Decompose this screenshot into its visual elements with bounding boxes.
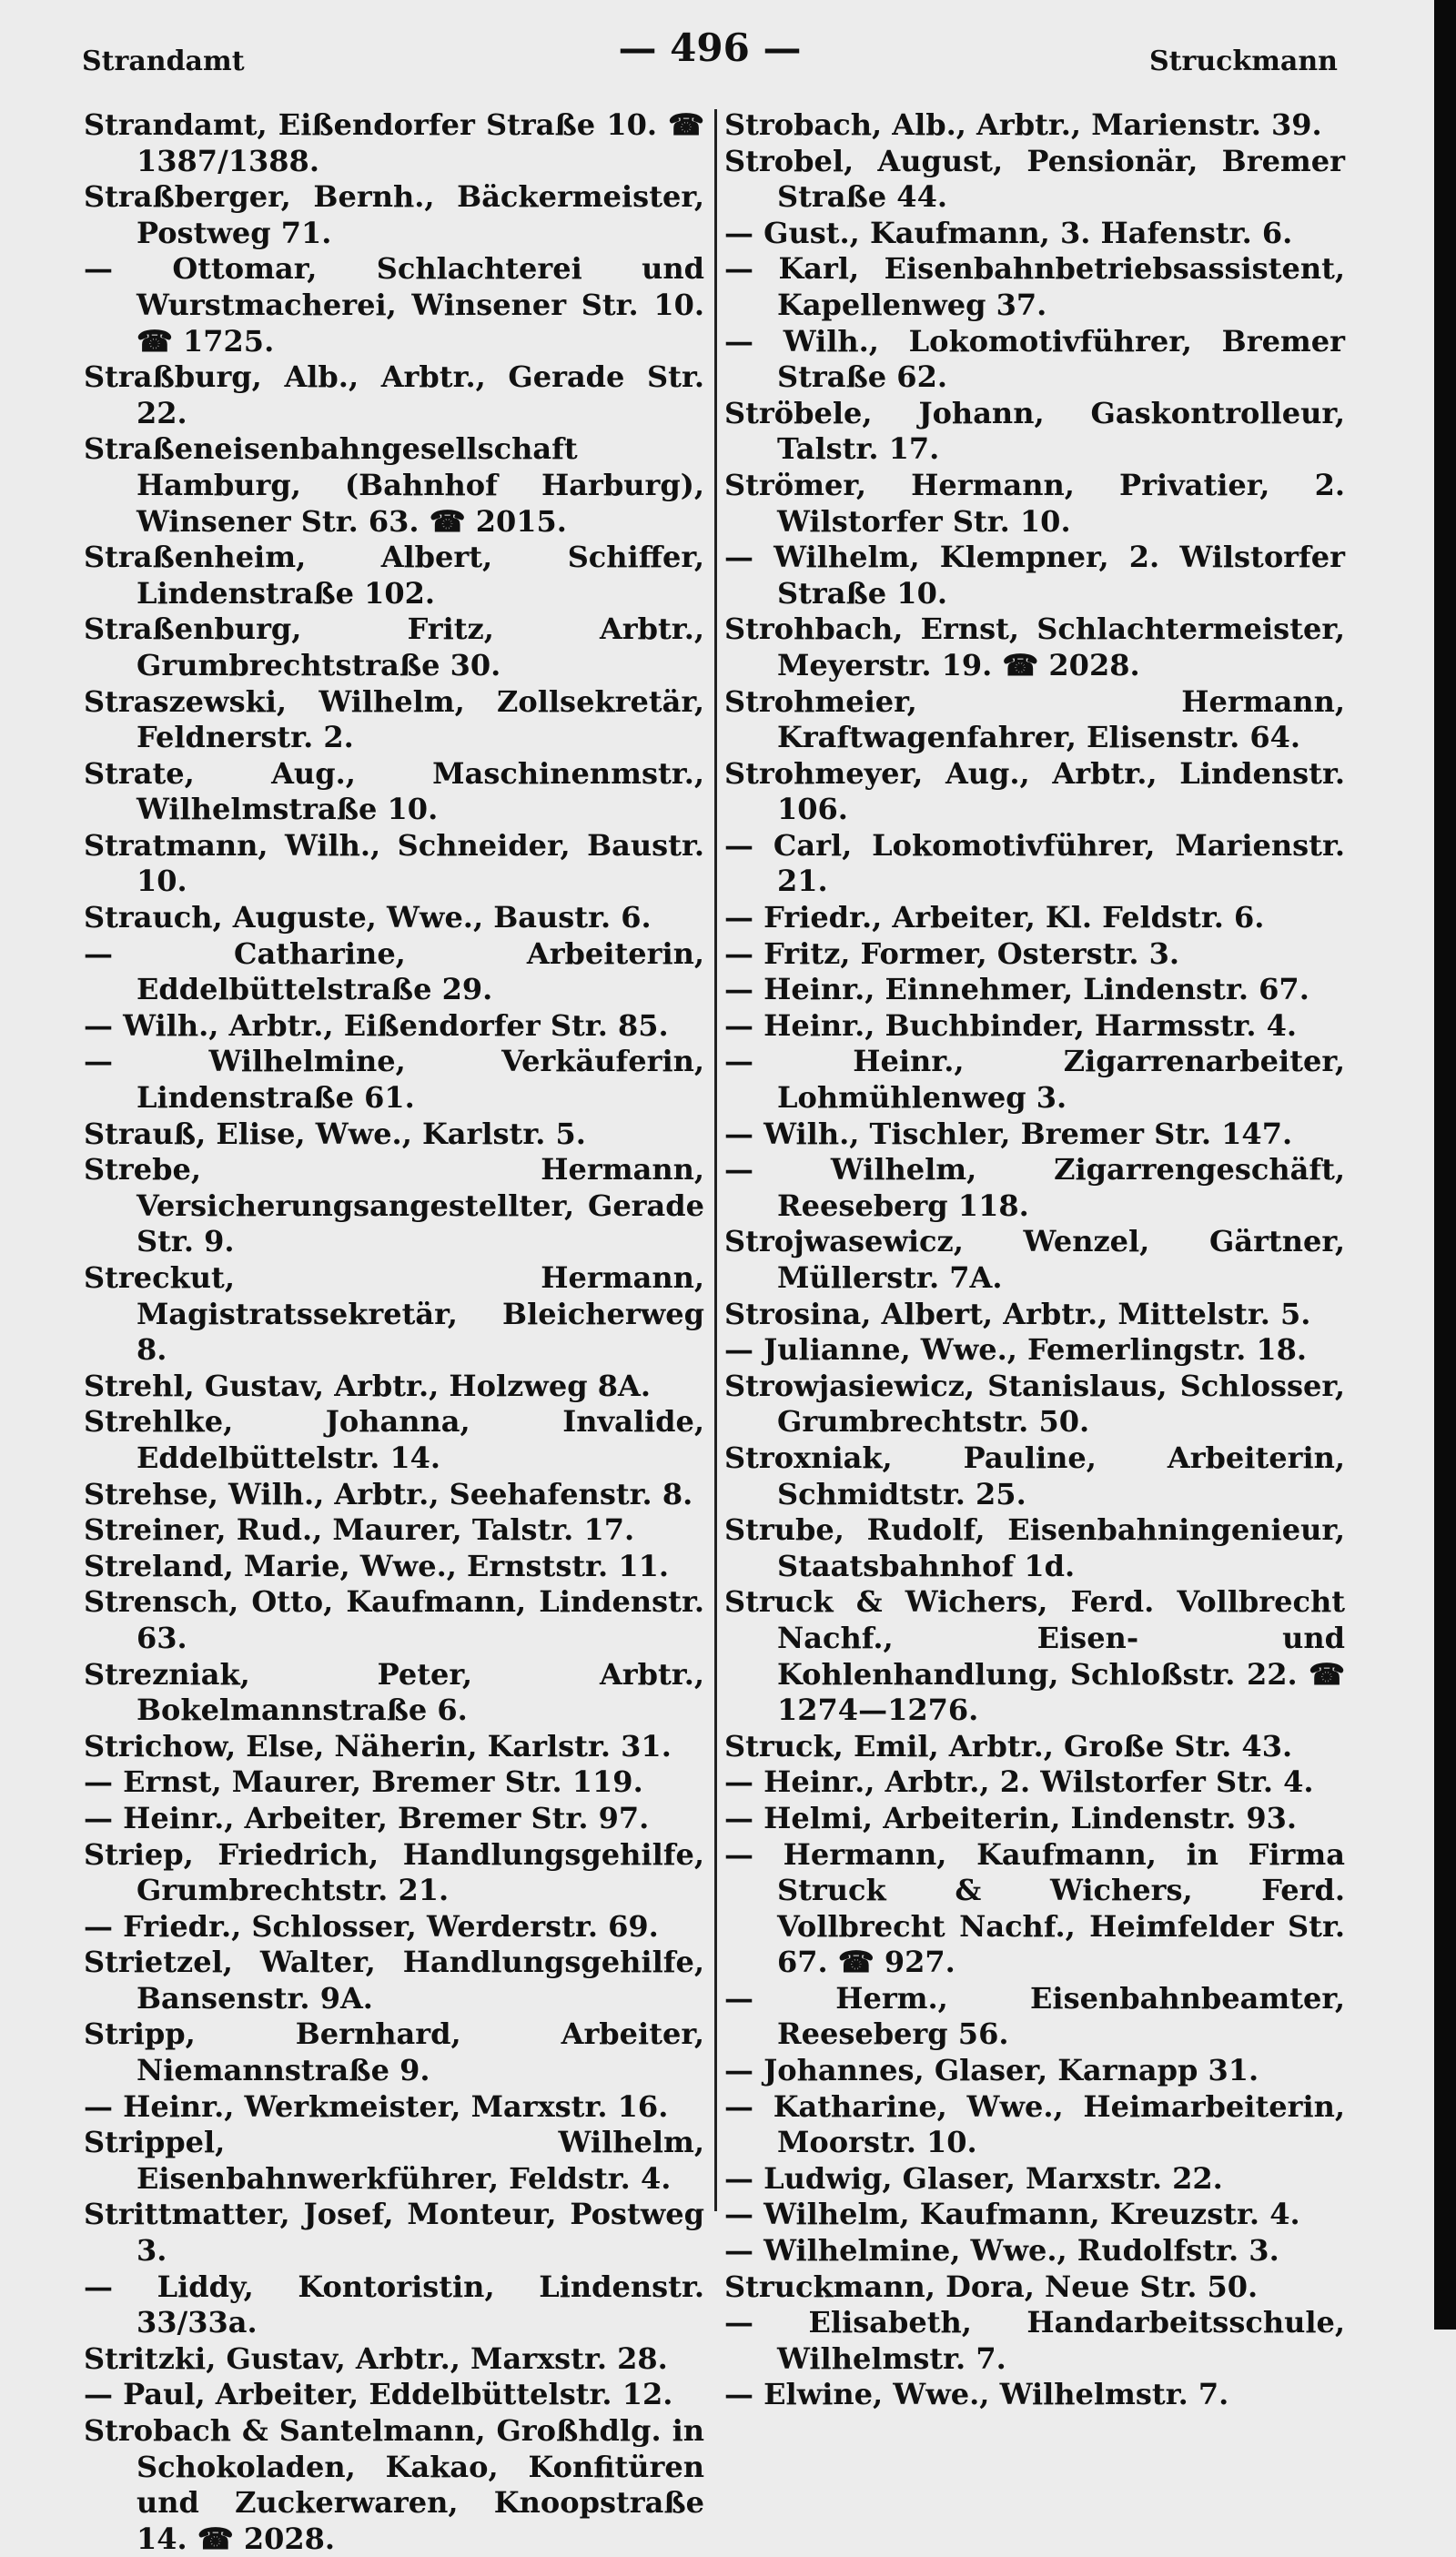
directory-entry: — Wilh., Arbtr., Eißendorfer Str. 85. xyxy=(84,1007,669,1043)
directory-entry: Strebe, Hermann, Versicherungsangestellter, Gerade Str. 9. xyxy=(84,1152,704,1259)
directory-entry: Strittmatter, Josef, Monteur, Postweg 3. xyxy=(84,2197,704,2269)
directory-entry: — Ottomar, Schlachterei und Wurstmacherei, Winsener Str. 10. ☎ 1725. xyxy=(84,251,704,359)
directory-entry: Straßeneisenbahngesellschaft Hamburg, (Bahnhof Harburg), Winsener Str. 63. ☎ 2015. xyxy=(84,431,704,539)
page-number: — 496 — xyxy=(618,25,802,70)
directory-entry: — Wilhelm, Zigarrengeschäft, Reeseberg 118. xyxy=(724,1152,1345,1223)
directory-entry: — Elwine, Wwe., Wilhelmstr. 7. xyxy=(724,2377,1229,2412)
directory-entry: Strube, Rudolf, Eisenbahningenieur, Staatsbahnhof 1d. xyxy=(724,1512,1345,1583)
directory-entry: Straßberger, Bernh., Bäckermeister, Postweg 71. xyxy=(84,179,704,250)
directory-entry: Strezniak, Peter, Arbtr., Bokelmannstraße 6. xyxy=(84,1656,704,1728)
directory-entry: Streckut, Hermann, Magistratssekretär, Bleicherweg 8. xyxy=(84,1260,704,1368)
directory-entry: — Johannes, Glaser, Karnapp 31. xyxy=(724,2053,1259,2088)
directory-entry: Strobach, Alb., Arbtr., Marienstr. 39. xyxy=(724,107,1322,142)
directory-entry: Strobach & Santelmann, Großhdlg. in Schokoladen, Kakao, Konfitüren und Zuckerwaren, Knoopstraße 14. ☎ 2028. xyxy=(84,2413,704,2556)
directory-entry: — Wilhelm, Klempner, 2. Wilstorfer Straße 10. xyxy=(724,540,1345,611)
directory-entry: Straßenheim, Albert, Schiffer, Lindenstraße 102. xyxy=(84,540,704,611)
directory-entry: — Wilhelmine, Verkäuferin, Lindenstraße 61. xyxy=(84,1044,704,1116)
left-column xyxy=(84,107,704,2557)
directory-entry: Straszewski, Wilhelm, Zollsekretär, Feldnerstr. 2. xyxy=(84,683,704,755)
directory-entry: Strowjasiewicz, Stanislaus, Schlosser, Grumbrechtstr. 50. xyxy=(724,1368,1345,1440)
directory-entry: — Heinr., Buchbinder, Harmsstr. 4. xyxy=(724,1007,1298,1043)
directory-entry: Strietzel, Walter, Handlungsgehilfe, Bansenstr. 9A. xyxy=(84,1945,704,2016)
directory-entry: — Julianne, Wwe., Femerlingstr. 18. xyxy=(724,1332,1308,1368)
directory-entry: — Katharine, Wwe., Heimarbeiterin, Moorstr. 10. xyxy=(724,2088,1345,2160)
directory-entry: — Liddy, Kontoristin, Lindenstr. 33/33a. xyxy=(84,2269,704,2340)
directory-entry: — Fritz, Former, Osterstr. 3. xyxy=(724,935,1180,971)
directory-entry: — Wilhelm, Kaufmann, Kreuzstr. 4. xyxy=(724,2197,1300,2232)
directory-entry: Striep, Friedrich, Handlungsgehilfe, Grumbrechtstr. 21. xyxy=(84,1836,704,1908)
directory-entry: Strehse, Wilh., Arbtr., Seehafenstr. 8. xyxy=(84,1476,693,1511)
directory-entry: Strauß, Elise, Wwe., Karlstr. 5. xyxy=(84,1116,586,1151)
directory-entry: — Carl, Lokomotivführer, Marienstr. 21. xyxy=(724,827,1345,899)
directory-entry: — Friedr., Schlosser, Werderstr. 69. xyxy=(84,1908,659,1944)
directory-entry: Strippel, Wilhelm, Eisenbahnwerkführer, Feldstr. 4. xyxy=(84,2125,704,2196)
directory-entry: — Gust., Kaufmann, 3. Hafenstr. 6. xyxy=(724,215,1293,250)
directory-entry: — Friedr., Arbeiter, Kl. Feldstr. 6. xyxy=(724,900,1265,935)
directory-entry: Streland, Marie, Wwe., Ernststr. 11. xyxy=(84,1548,669,1583)
directory-entry: Strate, Aug., Maschinenmstr., Wilhelmstraße 10. xyxy=(84,755,704,827)
directory-entry: Strömer, Hermann, Privatier, 2. Wilstorfer Str. 10. xyxy=(724,467,1345,539)
directory-entry: Strohmeier, Hermann, Kraftwagenfahrer, Elisenstr. 64. xyxy=(724,683,1345,755)
directory-entry: — Ludwig, Glaser, Marxstr. 22. xyxy=(724,2160,1223,2196)
directory-entry: — Heinr., Werkmeister, Marxstr. 16. xyxy=(84,2088,669,2124)
directory-entry: Straßburg, Alb., Arbtr., Gerade Str. 22. xyxy=(84,359,704,430)
column-divider xyxy=(714,109,717,2211)
directory-entry: Straßenburg, Fritz, Arbtr., Grumbrechtstraße 30. xyxy=(84,611,704,682)
directory-entry: — Wilhelmine, Wwe., Rudolfstr. 3. xyxy=(724,2233,1279,2269)
directory-entry: Stroxniak, Pauline, Arbeiterin, Schmidtstr. 25. xyxy=(724,1440,1345,1511)
directory-entry: Struck & Wichers, Ferd. Vollbrecht Nachf., Eisen- und Kohlenhandlung, Schloßstr. 22. ☎ 1274—1276. xyxy=(724,1584,1345,1728)
directory-entry: Strauch, Auguste, Wwe., Baustr. 6. xyxy=(84,900,652,935)
directory-entry: Strojwasewicz, Wenzel, Gärtner, Müllerstr. 7A. xyxy=(724,1224,1345,1295)
directory-entry: — Wilh., Tischler, Bremer Str. 147. xyxy=(724,1116,1293,1151)
directory-entry: Stripp, Bernhard, Arbeiter, Niemannstraße 9. xyxy=(84,2016,704,2088)
directory-entry: — Herm., Eisenbahnbeamter, Reeseberg 56. xyxy=(724,1980,1345,2052)
directory-entry: Strehl, Gustav, Arbtr., Holzweg 8A. xyxy=(84,1368,651,1403)
directory-entry: Streiner, Rud., Maurer, Talstr. 17. xyxy=(84,1512,635,1548)
page-header xyxy=(82,25,1338,80)
directory-entry: — Heinr., Zigarrenarbeiter, Lohmühlenweg 3. xyxy=(724,1044,1345,1116)
directory-entry: Stritzki, Gustav, Arbtr., Marxstr. 28. xyxy=(84,2340,668,2376)
directory-entry: — Hermann, Kaufmann, in Firma Struck & Wichers, Ferd. Vollbrecht Nachf., Heimfelder Str. 67. ☎ 927. xyxy=(724,1836,1345,1980)
directory-entry: — Heinr., Arbtr., 2. Wilstorfer Str. 4. xyxy=(724,1764,1314,1800)
directory-entry: Strobel, August, Pensionär, Bremer Straße 44. xyxy=(724,143,1345,215)
directory-entry: Strensch, Otto, Kaufmann, Lindenstr. 63. xyxy=(84,1584,704,1655)
directory-entry: — Helmi, Arbeiterin, Lindenstr. 93. xyxy=(724,1800,1298,1835)
page-edge xyxy=(1434,0,1456,2330)
directory-entry: Strohmeyer, Aug., Arbtr., Lindenstr. 106. xyxy=(724,755,1345,827)
directory-entry: Struck, Emil, Arbtr., Große Str. 43. xyxy=(724,1728,1293,1764)
directory-entry: Struckmann, Dora, Neue Str. 50. xyxy=(724,2269,1259,2304)
directory-entry: — Heinr., Arbeiter, Bremer Str. 97. xyxy=(84,1800,650,1835)
directory-entry: — Elisabeth, Handarbeitsschule, Wilhelmstr. 7. xyxy=(724,2305,1345,2376)
directory-entry: Ströbele, Johann, Gaskontrolleur, Talstr. 17. xyxy=(724,395,1345,467)
directory-entry: — Paul, Arbeiter, Eddelbüttelstr. 12. xyxy=(84,2377,673,2412)
directory-entry: Strandamt, Eißendorfer Straße 10. ☎ 1387/1388. xyxy=(84,107,704,178)
directory-entry: — Heinr., Einnehmer, Lindenstr. 67. xyxy=(724,972,1309,1007)
header-left-keyword: Strandamt xyxy=(82,45,245,77)
directory-entry: — Ernst, Maurer, Bremer Str. 119. xyxy=(84,1764,643,1800)
directory-entry: Strohbach, Ernst, Schlachtermeister, Meyerstr. 19. ☎ 2028. xyxy=(724,611,1345,682)
directory-entry: Strosina, Albert, Arbtr., Mittelstr. 5. xyxy=(724,1296,1311,1331)
right-column xyxy=(724,107,1345,2413)
directory-entry: Strehlke, Johanna, Invalide, Eddelbüttelstr. 14. xyxy=(84,1404,704,1475)
directory-entry: — Karl, Eisenbahnbetriebsassistent, Kapellenweg 37. xyxy=(724,251,1345,322)
directory-entry: — Catharine, Arbeiterin, Eddelbüttelstraße 29. xyxy=(84,935,704,1007)
directory-entry: — Wilh., Lokomotivführer, Bremer Straße 62. xyxy=(724,323,1345,395)
directory-entry: Strichow, Else, Näherin, Karlstr. 31. xyxy=(84,1728,672,1764)
header-right-keyword: Struckmann xyxy=(1149,45,1338,77)
directory-entry: Stratmann, Wilh., Schneider, Baustr. 10. xyxy=(84,827,704,899)
